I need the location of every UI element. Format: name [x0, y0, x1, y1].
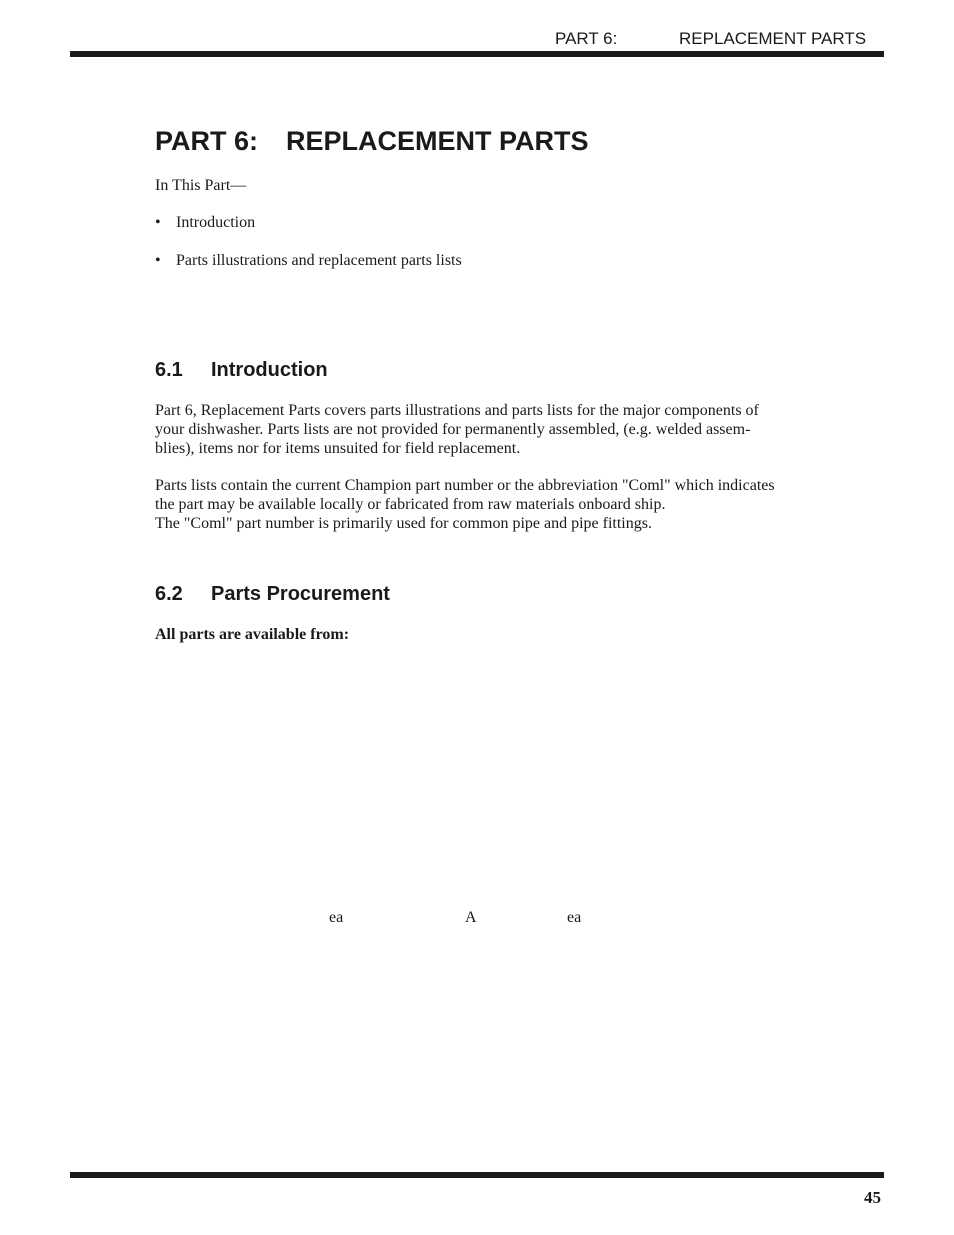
paragraph-line: your dishwasher. Parts lists are not provided for permanently assembled, (e.g. welded assem- [155, 421, 751, 438]
paragraph-line: Part 6, Replacement Parts covers parts illustrations and parts lists for the major components of [155, 402, 759, 419]
section-number: 6.1 [155, 359, 183, 381]
text-fragment: ea [567, 909, 582, 926]
header-part-title: REPLACEMENT PARTS [679, 29, 867, 48]
in-this-part-label: In This Part— [155, 177, 247, 194]
page-title-number: PART 6: [155, 126, 259, 156]
paragraph-line: the part may be available locally or fabricated from raw materials onboard ship. [155, 496, 666, 513]
bullet-icon: • [155, 214, 161, 231]
page-title-text: REPLACEMENT PARTS [286, 126, 589, 156]
paragraph-line: Parts lists contain the current Champion part number or the abbreviation "Coml" which indicates [155, 477, 775, 494]
header-rule [70, 51, 884, 57]
parts-available-from: All parts are available from: [155, 626, 350, 643]
list-item-text: Parts illustrations and replacement parts lists [176, 252, 462, 269]
text-fragment: ea [329, 909, 344, 926]
section-title: Introduction [211, 359, 328, 381]
intro-paragraph-2 [155, 476, 775, 533]
footer-rule [70, 1172, 884, 1178]
section-title: Parts Procurement [211, 583, 390, 605]
text-fragment: A [465, 909, 477, 926]
paragraph-line: The "Coml" part number is primarily used for common pipe and pipe fittings. [155, 515, 652, 532]
list-item-text: Introduction [176, 214, 256, 231]
bullet-icon: • [155, 252, 161, 269]
section-number: 6.2 [155, 583, 183, 605]
page-number: 45 [864, 1188, 881, 1207]
intro-paragraph-1 [155, 401, 759, 458]
header-part-label: PART 6: [555, 29, 618, 48]
paragraph-line: blies), items nor for items unsuited for field replacement. [155, 440, 521, 457]
